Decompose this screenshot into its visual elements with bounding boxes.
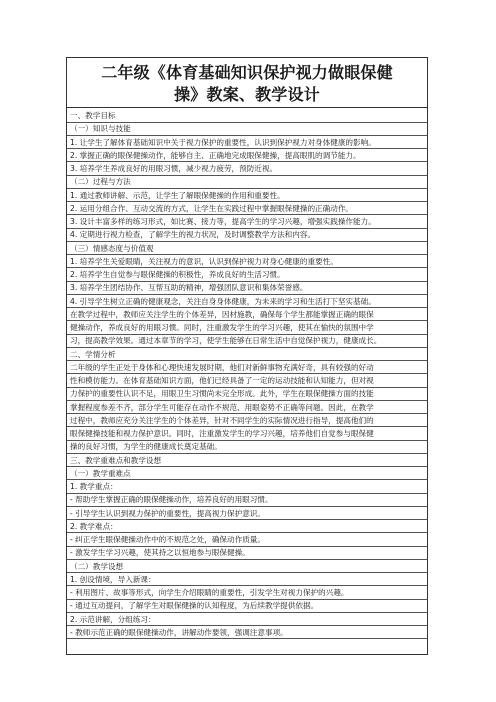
content-line: 掌握程度参差不齐，部分学生可能存在动作不规范、用眼姿势不正确等问题。因此，在教学 (70, 402, 374, 412)
title-cell (66, 58, 428, 107)
content-line: 性和模仿能力。在体育基础知识方面，他们已经具备了一定的运动技能和认知能力，但对视 (70, 376, 374, 385)
content-line: 三、教学重难点和教学设想 (70, 455, 162, 465)
content-line: 2. 掌握正确的眼保健操动作，能够自主、正确地完成眼保健操，提高眼肌的调节能力。 (70, 150, 361, 160)
content-line: 3. 培养学生团结协作、互帮互助的精神，增强团队意识和集体荣誉感。 (70, 283, 308, 293)
content-line: 4. 定期进行视力检查，了解学生的视力状况，及时调整教学方法和内容。 (70, 230, 316, 240)
content-line: 3. 设计丰富多样的练习形式，如比赛、接力等，提高学生的学习兴趣，增强实践操作能力。 (70, 217, 376, 226)
content-line: 操的良好习惯，为学生的健康成长奠定基础。 (70, 442, 222, 452)
content-line: 2. 教学难点： (70, 521, 118, 531)
content-line: 健操动作，养成良好的用眼习惯。同时，注重激发学生的学习兴趣，使其在愉快的氛围中学 (70, 323, 374, 332)
document-page (66, 57, 428, 655)
content-line: 2. 运用分组合作、互动交流的方式，让学生在实践过程中掌握眼保健操的正确动作。 (70, 203, 354, 213)
content-line: 1. 培养学生关爱眼睛，关注视力的意识，认识到保护视力对身心健康的重要性。 (70, 256, 338, 266)
content-line: 1. 教学重点： (70, 482, 118, 491)
content-line: 二年级的学生正处于身体和心理快速发展时期，他们对新鲜事物充满好奇，具有较强的好动 (70, 362, 374, 372)
content-line: 在教学过程中，教师应关注学生的个体差异，因材施教，确保每个学生都能掌握正确的眼保 (70, 309, 374, 319)
content-line: （二）过程与方法 (70, 177, 131, 187)
content-line: 二、学情分析 (70, 349, 116, 359)
content-line: 1. 通过教师讲解、示范，让学生了解眼保健操的作用和重要性。 (70, 190, 285, 200)
content-line: 力保护的重要性认识不足，用眼卫生习惯尚未完全形成。此外，学生在眼保健操方面的技能 (70, 389, 374, 399)
content-line: 2. 培养学生自觉参与眼保健操的积极性，养成良好的生活习惯。 (70, 270, 285, 279)
content-line: 4. 引导学生树立正确的健康观念，关注自身身体健康，为未来的学习和生活打下坚实基础。 (70, 296, 376, 306)
content-line: - 通过互动提问，了解学生对眼保健操的认知程度，为后续教学提供依据。 (70, 601, 319, 611)
content-line: （三）情感态度与价值观 (70, 243, 154, 253)
content-line: 3. 培养学生养成良好的用眼习惯，减少视力疲劳，预防近视。 (70, 164, 278, 173)
content-line: - 帮助学生掌握正确的眼保健操动作，培养良好的用眼习惯。 (70, 495, 273, 505)
row-rule (67, 638, 427, 639)
content-line: 过程中，教师应充分关注学生的个体差异，针对不同学生的实际情况进行指导，提高他们的 (70, 415, 374, 425)
content-line: - 教师示范正确的眼保健操动作，讲解动作要领，强调注意事项。 (70, 627, 288, 637)
content-line: - 纠正学生眼保健操动作中的不规范之处，确保动作质量。 (70, 535, 265, 544)
content-line: （一）教学重难点 (70, 468, 131, 478)
content-cell (66, 108, 428, 655)
content-line: 习，提高教学效果。通过本章节的学习，使学生能够在日常生活中自觉保护视力，健康成长。 (70, 336, 382, 346)
content-line: 1. 让学生了解体育基础知识中关于视力保护的重要性，认识到保护视力对身体健康的影响。 (70, 137, 376, 147)
content-line: - 利用图片、故事等形式，向学生介绍眼睛的重要性，引发学生对视力保护的兴趣。 (70, 588, 349, 597)
document-title-line-1: 二年级《体育基础知识保护视力做眼保健 (101, 63, 393, 82)
content-line: 一、教学目标 (70, 111, 116, 120)
content-line: 2. 示范讲解，分组练习： (70, 614, 156, 624)
document-title-line-2: 操》教案、教学设计 (174, 85, 320, 104)
content-line: （一）知识与技能 (70, 124, 131, 134)
content-line: 眼保健操技能和视力保护意识。同时，注重激发学生的学习兴趣，培养他们自觉参与眼保健 (70, 429, 374, 438)
content-line: - 激发学生学习兴趣，使其持之以恒地参与眼保健操。 (70, 548, 250, 558)
content-line: （二）教学设想 (70, 561, 124, 571)
content-line: 1. 创设情境，导入新课： (70, 574, 156, 584)
content-line: - 引导学生认识到视力保护的重要性，提高视力保护意识。 (70, 508, 265, 518)
